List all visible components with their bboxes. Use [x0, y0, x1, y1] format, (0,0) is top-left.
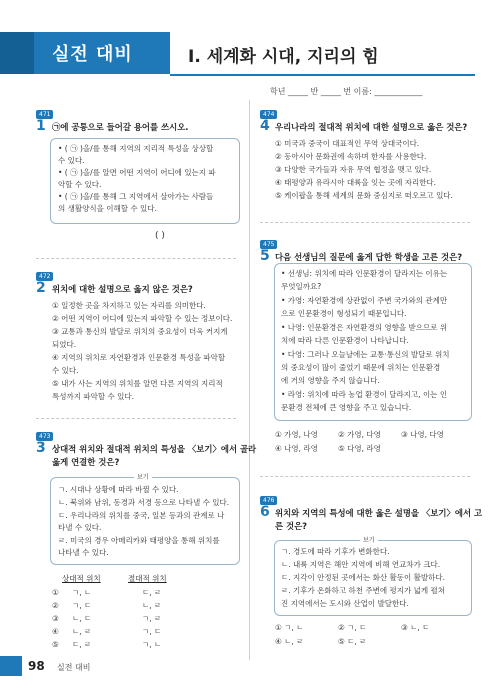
option-line[interactable]: ⑤ ㄷ, ㄹ: [338, 637, 367, 646]
option-line[interactable]: ④ 지역의 위치로 자연환경과 인문환경 특성을 파악할: [52, 353, 226, 362]
question-text: 다음 선생님의 질문에 옳게 답한 학생을 고른 것은?: [275, 252, 463, 262]
footer-accent: [0, 656, 22, 676]
option-cell: ㄱ, ㄴ: [142, 640, 162, 649]
question-text: 옳게 연결한 것은?: [52, 457, 120, 467]
option-cell: ㄴ, ㄷ: [72, 614, 92, 623]
box-line: • 라영: 위치에 따라 농업 환경이 달라지고, 이는 인: [281, 390, 448, 399]
question-number: 6: [260, 504, 270, 520]
option-number[interactable]: ④: [52, 627, 59, 636]
question-text: 상대적 위치와 절대적 위치의 특성을 〈보기〉에서 골라: [52, 444, 257, 454]
box-line: • ( ㉠ )을/를 통해 지역의 지리적 특성을 상상할: [58, 144, 214, 153]
box-line: • 가영: 자연환경에 상관없이 주변 국가와의 관계만: [281, 296, 448, 305]
page-number: 98: [28, 659, 45, 673]
option-cell: ㄱ, ㄹ: [142, 614, 162, 623]
option-cell: ㄷ, ㄹ: [142, 588, 162, 597]
option-line[interactable]: ③ 다양한 국가들과 자유 무역 협정을 맺고 있다.: [275, 165, 432, 174]
option-line[interactable]: ① 미국과 중국이 대표적인 무역 상대국이다.: [275, 139, 420, 148]
question-number: 4: [260, 118, 270, 134]
banner-label: 실전 대비: [52, 44, 133, 65]
box-line: 나타낼 수 있다.: [58, 548, 109, 557]
box-line: 진 지역에서는 도시와 산업이 발달한다.: [281, 599, 409, 608]
option-line[interactable]: ③ 교통과 통신의 발달로 위치의 중요성이 더욱 커지게: [52, 327, 228, 336]
option-line[interactable]: ① 일정한 곳을 차지하고 있는 자리를 의미한다.: [52, 301, 206, 310]
question-text: ㉠에 공통으로 들어갈 용어를 쓰시오.: [52, 122, 189, 132]
box-line: ㄴ. 내륙 지역은 해안 지역에 비해 연교차가 크다.: [281, 560, 441, 569]
option-cell: ㄱ, ㄷ: [72, 601, 92, 610]
page-title: Ⅰ. 세계화 시대, 지리의 힘: [188, 47, 379, 67]
question-code: 476: [260, 496, 277, 505]
option-line[interactable]: ② 동아시아 문화권에 속하며 한자를 사용한다.: [275, 152, 427, 161]
question-text: 위치와 지역의 특성에 대한 옳은 설명을 〈보기〉에서 고: [275, 508, 483, 518]
question-separator: [260, 476, 470, 477]
question-number: 2: [36, 280, 46, 296]
table-header-relative: 상대적 위치: [62, 574, 101, 583]
question-text: 위치에 대한 설명으로 옳지 않은 것은?: [52, 284, 193, 294]
box-line: 의 생활양식을 이해할 수 있다.: [58, 204, 157, 213]
question-number: 3: [36, 440, 46, 456]
option-number[interactable]: ⑤: [52, 640, 59, 649]
option-cell: ㄱ, ㄷ: [142, 627, 162, 636]
box-line: • 다영: 그러나 오늘날에는 교통·통신의 발달로 위치: [281, 350, 450, 359]
box-line: 치에 따라 다른 인문환경이 나타납니다.: [281, 336, 409, 345]
option-line[interactable]: ⑤ 케이팝을 통해 세계의 문화 중심지로 떠오르고 있다.: [275, 191, 453, 200]
question-separator: [36, 258, 236, 259]
question-number: 1: [36, 118, 46, 134]
question-code: 472: [36, 272, 53, 281]
title-underline: [170, 74, 475, 76]
box-line: ㄹ. 미국의 경우 아메리카와 태평양을 통해 위치를: [58, 536, 220, 545]
banner-tab: [0, 32, 34, 74]
question-code: 475: [260, 240, 277, 249]
box-line: ㄹ. 기후가 온화하고 하천 주변에 평지가 넓게 펼쳐: [281, 586, 445, 595]
option-line[interactable]: ② 어떤 지역이 어디에 있는지 파악할 수 있는 정보이다.: [52, 314, 233, 323]
box-line: ㄷ. 지각이 안정된 곳에서는 화산 활동이 활발하다.: [281, 573, 445, 582]
question-separator: [36, 418, 236, 419]
box-line: 으로 인문환경이 형성되기 때문입니다.: [281, 309, 407, 318]
option-line[interactable]: ① ㄱ, ㄴ: [275, 623, 304, 632]
option-cell: ㄱ, ㄴ: [72, 588, 92, 597]
box-line: 수 있다.: [58, 156, 85, 165]
box-line: ㄴ. 북위와 남위, 동경과 서경 등으로 나타낼 수 있다.: [58, 498, 230, 507]
answer-bracket[interactable]: ( ): [155, 231, 165, 241]
option-line: 되었다.: [52, 340, 77, 349]
option-line[interactable]: ⑤ 다영, 라영: [338, 444, 381, 453]
option-line[interactable]: ③ ㄴ, ㄷ: [401, 623, 430, 632]
option-line[interactable]: ③ 나영, 다영: [401, 430, 444, 439]
option-cell: ㄷ, ㄹ: [72, 640, 92, 649]
box-line: 에 거의 영향을 주지 않습니다.: [281, 376, 380, 385]
option-number[interactable]: ①: [52, 588, 59, 597]
box-line: ㄱ. 경도에 따라 기후가 변화한다.: [281, 547, 390, 556]
box-line: • ( ㉠ )을/를 통해 그 지역에서 살아가는 사람들: [58, 192, 214, 201]
question-code: 471: [36, 110, 53, 119]
option-line[interactable]: ② ㄱ, ㄷ: [338, 623, 367, 632]
box-line: • 선생님: 위치에 따라 인문환경이 달라지는 이유는: [281, 269, 448, 278]
footer-label: 실전 대비: [57, 663, 91, 672]
table-header-absolute: 절대적 위치: [128, 574, 167, 583]
student-info-line: 학년 _____ 반 _____ 번 이름: ____________: [270, 87, 423, 96]
box-line: ㄱ. 시대나 상황에 따라 바뀔 수 있다.: [58, 485, 179, 494]
option-number[interactable]: ②: [52, 601, 59, 610]
box-line: 의 중요성이 많이 줄었기 때문에 위치는 인문환경: [281, 363, 441, 372]
option-line[interactable]: ① 가영, 나영: [275, 430, 318, 439]
question-separator: [260, 222, 470, 223]
box-line: ㄷ. 우리나라의 위치를 중국, 일본 등과의 관계로 나: [58, 511, 225, 520]
question-text: 른 것은?: [275, 521, 308, 531]
box-line: 무엇일까요?: [281, 282, 322, 291]
box-line: 타낼 수 있다.: [58, 523, 102, 532]
box-line: 악할 수 있다.: [58, 180, 102, 189]
question-code: 474: [260, 110, 277, 119]
column-divider: [249, 100, 250, 660]
option-line[interactable]: ④ 태평양과 유라시아 대륙을 잇는 곳에 자리한다.: [275, 178, 437, 187]
option-line[interactable]: ② 가영, 다영: [338, 430, 381, 439]
option-line[interactable]: ④ 나영, 라영: [275, 444, 318, 453]
option-line: 수 있다.: [52, 366, 79, 375]
box-line: • 나영: 인문환경은 자연환경의 영향을 받으므로 위: [281, 323, 448, 332]
question-text: 우리나라의 절대적 위치에 대한 설명으로 옳은 것은?: [275, 122, 468, 132]
box-line: 문환경 전체에 큰 영향을 주고 있습니다.: [281, 403, 412, 412]
bogi-label: 보기: [360, 535, 378, 544]
option-cell: ㄴ, ㄹ: [142, 601, 162, 610]
box-line: • ( ㉠ )을/를 알면 어떤 지역이 어디에 있는지 파: [58, 168, 216, 177]
option-line: 특성까지 파악할 수 있다.: [52, 392, 134, 401]
question-code: 473: [36, 432, 53, 441]
option-number[interactable]: ③: [52, 614, 59, 623]
question-number: 5: [260, 248, 270, 264]
option-line[interactable]: ⑤ 내가 사는 지역의 위치를 알면 다른 지역의 지리적: [52, 379, 223, 388]
option-line[interactable]: ④ ㄴ, ㄹ: [275, 637, 304, 646]
bogi-label: 보기: [134, 472, 152, 481]
option-cell: ㄴ, ㄹ: [72, 627, 92, 636]
